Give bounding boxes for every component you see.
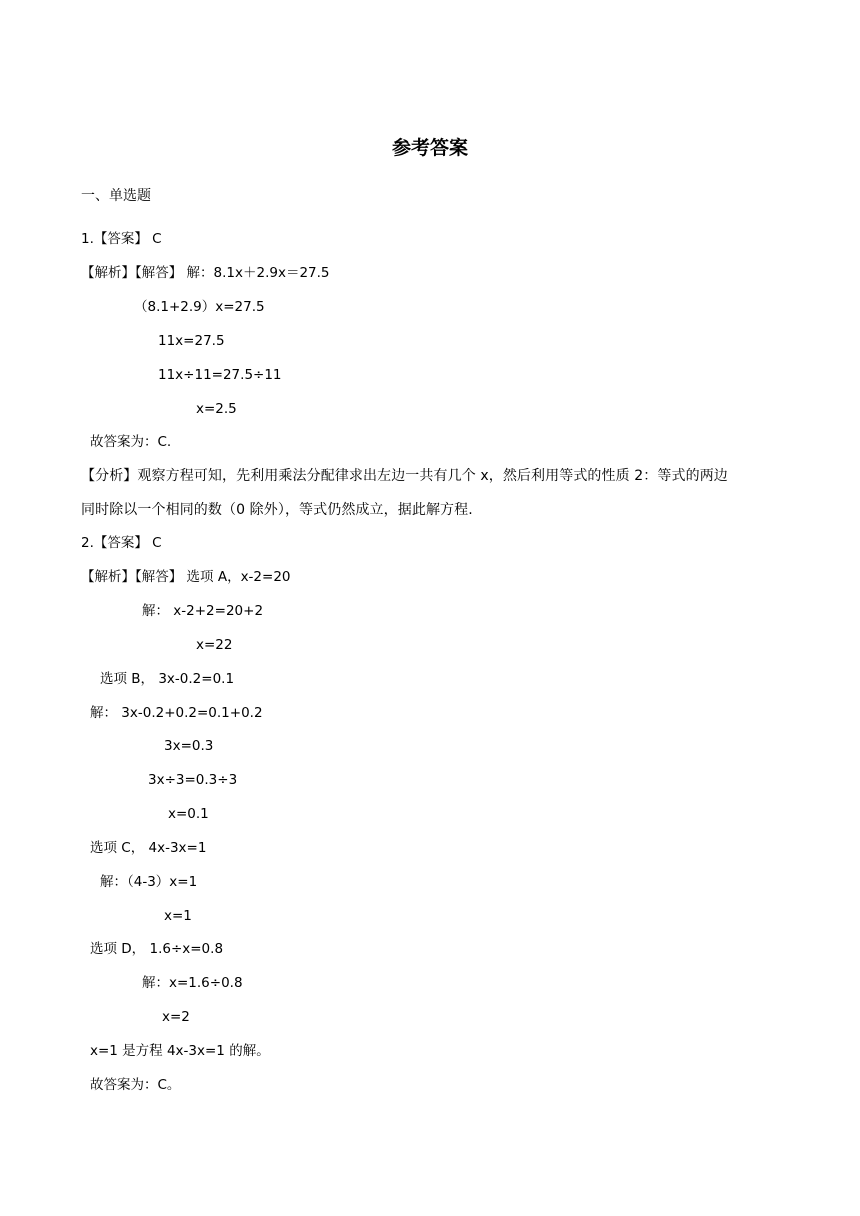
q1-analysis-line: 同时除以一个相同的数（0 除外），等式仍然成立，据此解方程.: [81, 502, 473, 518]
q2-option-b-step: 解： 3x-0.2+0.2=0.1+0.2: [90, 705, 263, 721]
page-title: 参考答案: [391, 137, 468, 159]
q2-option-c-step: 解：（4-3）x=1: [100, 874, 198, 890]
q2-option-b-header: 选项 B， 3x-0.2=0.1: [100, 671, 235, 687]
q1-step: （8.1+2.9）x=27.5: [134, 299, 265, 315]
q2-option-b-step: 3x=0.3: [164, 738, 214, 754]
q2-option-b-step: 3x÷3=0.3÷3: [148, 772, 238, 788]
q1-analysis-line: 【分析】观察方程可知，先利用乘法分配律求出左边一共有几个 x，然后利用等式的性质 2：等式的两边: [81, 468, 728, 484]
q1-step: 11x÷11=27.5÷11: [158, 367, 282, 383]
q2-option-d-step: 解：x=1.6÷0.8: [142, 975, 243, 991]
q2-statement: x=1 是方程 4x-3x=1 的解。: [90, 1043, 270, 1059]
q2-solution-line: 【解析】【解答】 选项 A，x-2=20: [81, 569, 291, 585]
q2-option-d-step: x=2: [162, 1009, 190, 1025]
q1-step: x=2.5: [196, 401, 237, 417]
section-heading: 一、单选题: [81, 188, 151, 204]
q1-step: 11x=27.5: [158, 333, 225, 349]
q2-option-a-step: 解： x-2+2=20+2: [142, 603, 264, 619]
q2-option-a-step: x=22: [196, 637, 233, 653]
q2-option-c-header: 选项 C， 4x-3x=1: [90, 840, 207, 856]
q1-conclusion: 故答案为：C.: [90, 434, 172, 450]
q2-option-c-step: x=1: [164, 908, 192, 924]
q2-option-d-header: 选项 D， 1.6÷x=0.8: [90, 941, 224, 957]
q1-solution-line: 【解析】【解答】 解：8.1x＋2.9x＝27.5: [81, 265, 330, 281]
q1-answer-line: 1.【答案】 C: [81, 231, 162, 247]
q2-answer-line: 2.【答案】 C: [81, 535, 162, 551]
q2-conclusion: 故答案为：C。: [90, 1077, 181, 1093]
q2-option-b-step: x=0.1: [168, 806, 209, 822]
